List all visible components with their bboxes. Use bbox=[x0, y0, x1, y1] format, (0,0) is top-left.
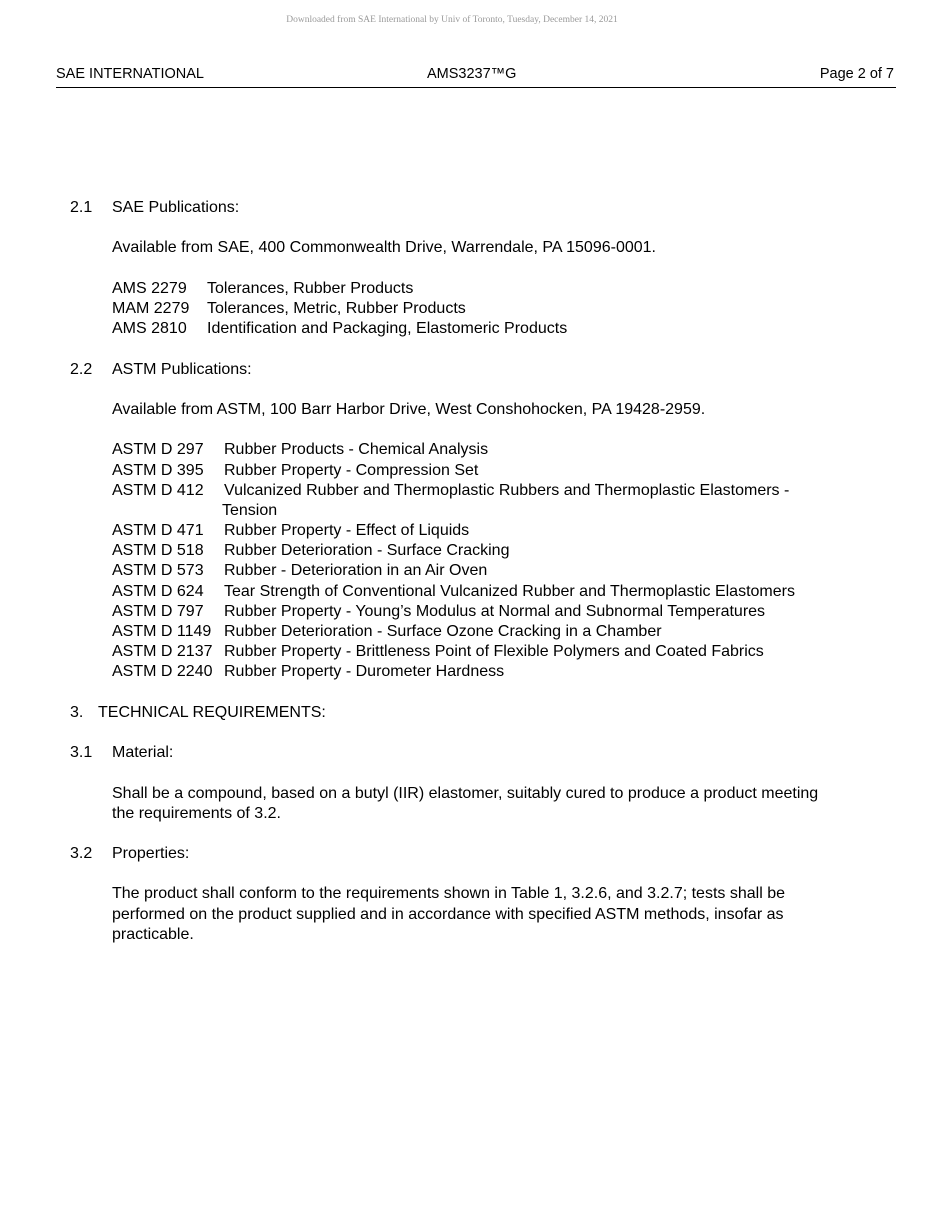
availability-text: Available from ASTM, 100 Barr Harbor Drive, West Conshohocken, PA 19428-2959. bbox=[112, 401, 706, 418]
header-page-number: Page 2 of 7 bbox=[819, 66, 894, 82]
section-title: Material: bbox=[112, 744, 174, 761]
reference-title: Rubber Property - Compression Set bbox=[224, 462, 479, 479]
reference-code: AMS 2810 bbox=[112, 320, 187, 337]
section-title: Properties: bbox=[112, 845, 190, 862]
reference-title: Rubber Deterioration - Surface Cracking bbox=[224, 542, 510, 559]
reference-title: Rubber Property - Effect of Liquids bbox=[224, 522, 470, 539]
reference-code: ASTM D 2240 bbox=[112, 663, 213, 680]
reference-code: ASTM D 573 bbox=[112, 562, 204, 579]
reference-title: Tolerances, Rubber Products bbox=[207, 280, 414, 297]
reference-title: Rubber Products - Chemical Analysis bbox=[224, 441, 489, 458]
reference-code: MAM 2279 bbox=[112, 300, 190, 317]
section-number: 3.2 bbox=[70, 845, 93, 862]
section-title: TECHNICAL REQUIREMENTS: bbox=[98, 704, 326, 721]
reference-title: Rubber Property - Brittleness Point of Flexible Polymers and Coated Fabrics bbox=[224, 643, 764, 660]
reference-title: Tear Strength of Conventional Vulcanized Rubber and Thermoplastic Elastomers bbox=[224, 583, 795, 600]
section-title: SAE Publications: bbox=[112, 199, 240, 216]
reference-title: Rubber - Deterioration in an Air Oven bbox=[224, 562, 488, 579]
paragraph-line: The product shall conform to the requirements shown in Table 1, 3.2.6, and 3.2.7; tests shall be bbox=[112, 885, 785, 902]
download-watermark: Downloaded from SAE International by Univ of Toronto, Tuesday, December 14, 2021 bbox=[286, 15, 618, 25]
reference-code: ASTM D 471 bbox=[112, 522, 204, 539]
reference-code: ASTM D 624 bbox=[112, 583, 204, 600]
reference-title: Identification and Packaging, Elastomeric Products bbox=[207, 320, 568, 337]
section-number: 2.2 bbox=[70, 361, 93, 378]
reference-code: ASTM D 297 bbox=[112, 441, 204, 458]
section-number: 3. bbox=[70, 704, 84, 721]
page-header bbox=[56, 66, 896, 88]
section-number: 3.1 bbox=[70, 744, 93, 761]
reference-code: ASTM D 1149 bbox=[112, 623, 212, 640]
paragraph-line: performed on the product supplied and in accordance with specified ASTM methods, insofar as bbox=[112, 906, 784, 923]
reference-title: Rubber Property - Durometer Hardness bbox=[224, 663, 505, 680]
reference-code: ASTM D 412 bbox=[112, 482, 204, 499]
reference-code: ASTM D 2137 bbox=[112, 643, 213, 660]
reference-code: ASTM D 518 bbox=[112, 542, 204, 559]
reference-title-continuation: Tension bbox=[222, 502, 278, 519]
header-organization: SAE INTERNATIONAL bbox=[56, 66, 204, 82]
paragraph-line: practicable. bbox=[112, 926, 194, 943]
paragraph-line: Shall be a compound, based on a butyl (IIR) elastomer, suitably cured to produce a product meeting bbox=[112, 785, 819, 802]
header-document-number: AMS3237™G bbox=[427, 66, 517, 82]
reference-title: Rubber Property - Young’s Modulus at Normal and Subnormal Temperatures bbox=[224, 603, 766, 620]
section-number: 2.1 bbox=[70, 199, 93, 216]
reference-code: ASTM D 395 bbox=[112, 462, 204, 479]
reference-title: Rubber Deterioration - Surface Ozone Cracking in a Chamber bbox=[224, 623, 662, 640]
reference-code: AMS 2279 bbox=[112, 280, 187, 297]
reference-code: ASTM D 797 bbox=[112, 603, 204, 620]
reference-title: Vulcanized Rubber and Thermoplastic Rubbers and Thermoplastic Elastomers - bbox=[224, 482, 790, 499]
availability-text: Available from SAE, 400 Commonwealth Drive, Warrendale, PA 15096-0001. bbox=[112, 239, 656, 256]
reference-title: Tolerances, Metric, Rubber Products bbox=[207, 300, 466, 317]
section-title: ASTM Publications: bbox=[112, 361, 252, 378]
paragraph-line: the requirements of 3.2. bbox=[112, 805, 281, 822]
